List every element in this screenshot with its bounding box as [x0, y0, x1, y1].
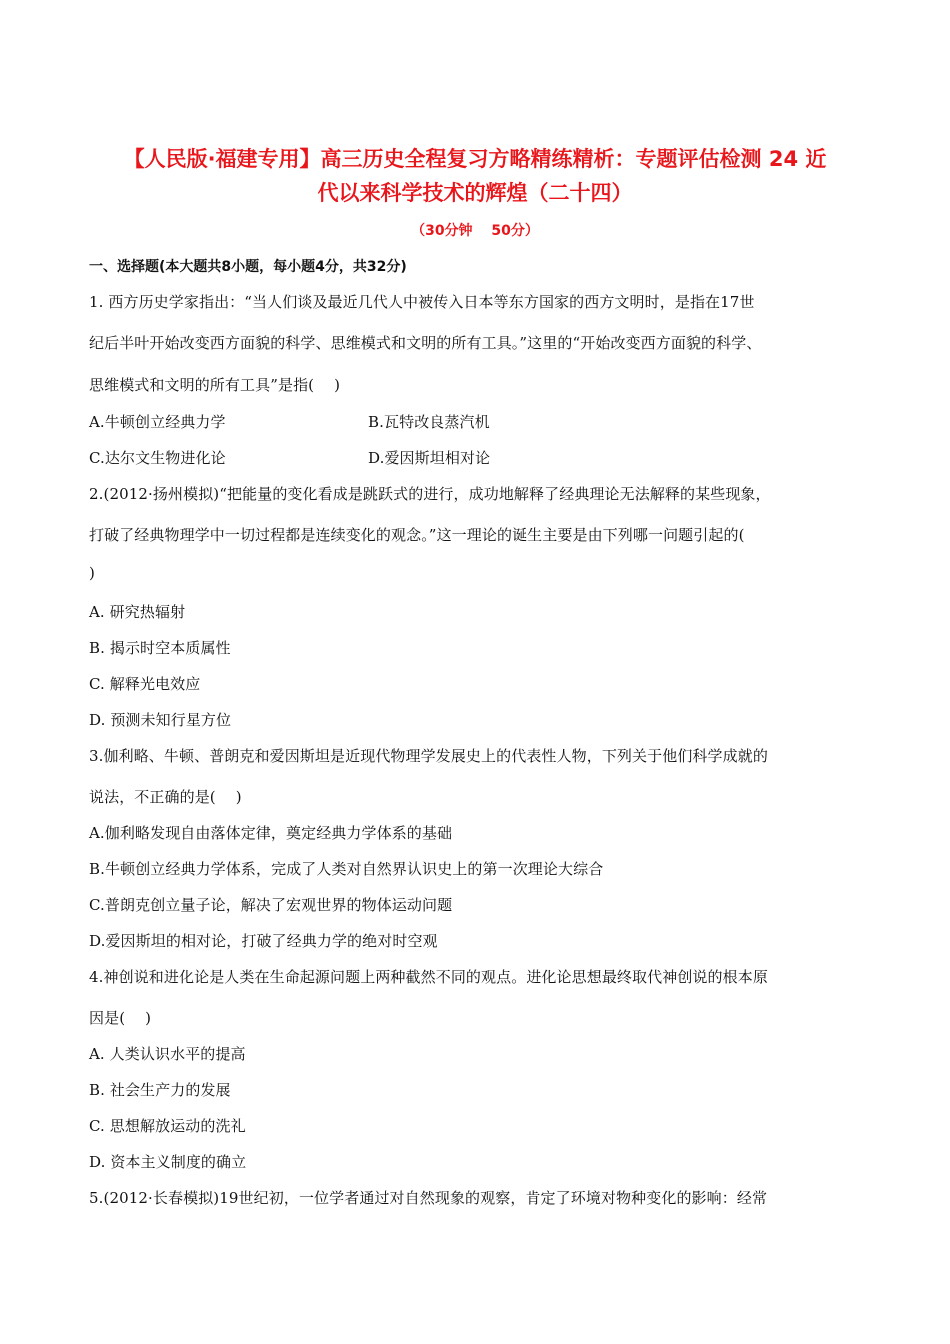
q1-option-c: C.达尔文生物进化论 [89, 449, 226, 467]
q1-stem-line-1: 1. 西方历史学家指出：“当人们谈及最近几代人中被传入日本等东方国家的西方文明时，是指在17世 [89, 293, 755, 311]
q2-stem-line-3: ) [89, 564, 95, 582]
q3-option-a: A.伽利略发现自由落体定律，奠定经典力学体系的基础 [89, 824, 453, 842]
q4-option-c: C. 思想解放运动的洗礼 [89, 1117, 246, 1135]
q4-stem-line-2: 因是( ) [89, 1009, 152, 1027]
time-score-subtitle: （30分钟 50分） [411, 223, 539, 239]
q1-option-b: B.瓦特改良蒸汽机 [368, 413, 490, 431]
q4-option-b: B. 社会生产力的发展 [89, 1081, 231, 1099]
q3-option-c: C.普朗克创立量子论，解决了宏观世界的物体运动问题 [89, 896, 453, 914]
q2-option-c: C. 解释光电效应 [89, 675, 201, 693]
q1-stem-line-2: 纪后半叶开始改变西方面貌的科学、思维模式和文明的所有工具。”这里的“开始改变西方面貌的科学、 [89, 334, 762, 352]
q4-option-a: A. 人类认识水平的提高 [89, 1045, 246, 1063]
q2-option-d: D. 预测未知行星方位 [89, 711, 232, 729]
document-title [80, 142, 870, 210]
q3-stem-line-1: 3.伽利略、牛顿、普朗克和爱因斯坦是近现代物理学发展史上的代表性人物，下列关于他们科学成就的 [89, 747, 768, 765]
q2-option-a: A. 研究热辐射 [89, 603, 186, 621]
q2-stem-line-1: 2.(2012·扬州模拟)“把能量的变化看成是跳跃式的进行，成功地解释了经典理论无法解释的某些现象， [89, 485, 771, 503]
q4-option-d: D. 资本主义制度的确立 [89, 1153, 247, 1171]
q3-option-d: D.爱因斯坦的相对论，打破了经典力学的绝对时空观 [89, 932, 438, 950]
q2-stem-line-2: 打破了经典物理学中一切过程都是连续变化的观念。”这一理论的诞生主要是由下列哪一问题引起的( [89, 526, 745, 544]
q3-option-b: B.牛顿创立经典力学体系，完成了人类对自然界认识史上的第一次理论大综合 [89, 860, 604, 878]
q5-stem-line-1: 5.(2012·长春模拟)19世纪初，一位学者通过对自然现象的观察，肯定了环境对物种变化的影响：经常 [89, 1189, 768, 1207]
q2-option-b: B. 揭示时空本质属性 [89, 639, 231, 657]
q4-stem-line-1: 4.神创说和进化论是人类在生命起源问题上两种截然不同的观点。进化论思想最终取代神创说的根本原 [89, 968, 768, 986]
q1-option-d: D.爱因斯坦相对论 [368, 449, 491, 467]
title-line-1: 【人民版·福建专用】高三历史全程复习方略精练精析：专题评估检测 24 近 [123, 147, 827, 171]
section-heading: 一、选择题(本大题共8小题，每小题4分，共32分) [89, 259, 407, 275]
q3-stem-line-2: 说法，不正确的是( ) [89, 788, 242, 806]
q1-option-a: A.牛顿创立经典力学 [89, 413, 226, 431]
title-line-2: 代以来科学技术的辉煌（二十四） [317, 181, 633, 205]
q1-stem-line-3: 思维模式和文明的所有工具”是指( ) [89, 376, 341, 394]
